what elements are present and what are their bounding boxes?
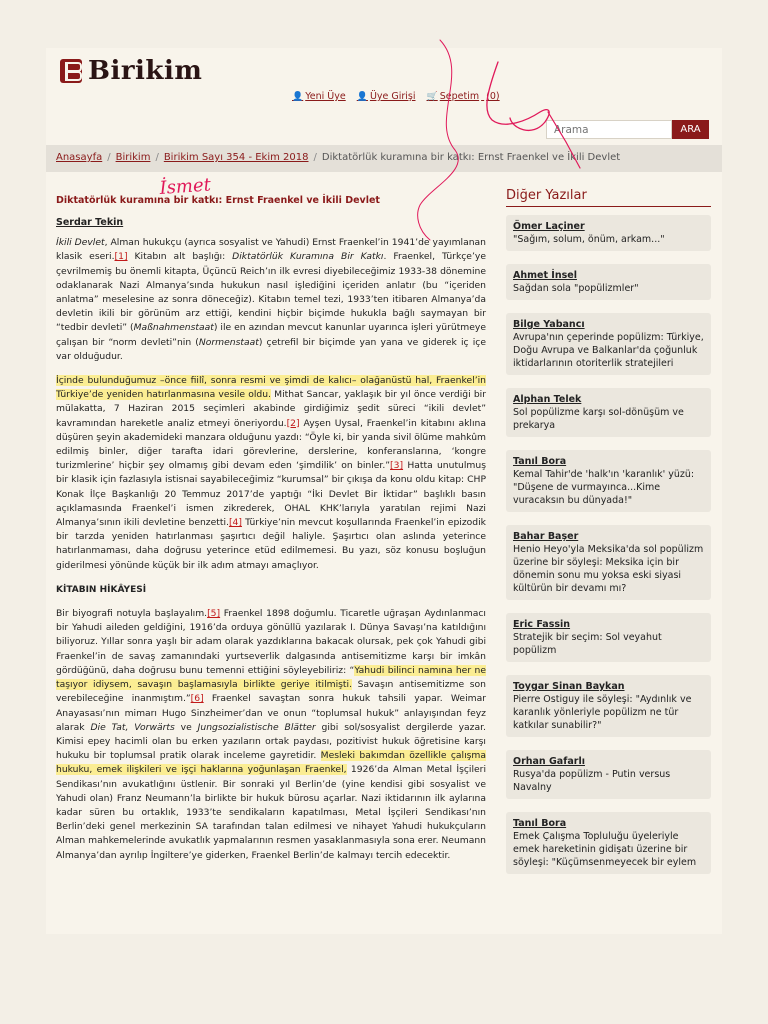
cart-count: (0) — [486, 91, 500, 102]
search-button[interactable]: ARA — [672, 120, 709, 139]
site-logo[interactable] — [60, 56, 202, 86]
article — [56, 194, 486, 873]
footnote-link[interactable]: [2] — [286, 417, 300, 429]
breadcrumb-issue[interactable]: Birikim Sayı 354 - Ekim 2018 — [163, 152, 309, 163]
card-author[interactable]: Eric Fassin — [513, 619, 571, 630]
footnote-link[interactable]: [4] — [228, 517, 242, 529]
page-content — [46, 48, 722, 934]
sidebar-article-card[interactable] — [506, 264, 711, 300]
card-author[interactable]: Orhan Gafarlı — [513, 756, 585, 767]
footnote-link[interactable]: [1] — [114, 251, 128, 263]
highlighted-text: İçinde bulunduğumuz –önce fiilî, sonra resmi ve şimdi de kalıcı– olağanüstü hal, Fraenkel’in Türkiye’de yeniden hatırlanmasına vesile oldu. — [56, 375, 486, 401]
article-title: Diktatörlük kuramına bir katkı: Ernst Fraenkel ve İkili Devlet — [56, 195, 380, 206]
login-link[interactable]: 👤 Üye Girişi — [356, 91, 416, 102]
card-author[interactable]: Tanıl Bora — [513, 818, 567, 829]
user-nav — [292, 91, 500, 102]
sidebar-article-card[interactable] — [506, 450, 711, 512]
card-title[interactable]: Stratejik bir seçim: Sol veyahut popülizm — [513, 632, 662, 656]
card-title[interactable]: Kemal Tahir'de 'halk'ın 'karanlık' yüzü: "Düşene de vurmayınca...Kime vuracaksın bu dünyada!" — [513, 469, 695, 506]
article-paragraph: İkili Devlet, Alman hukukçu (ayrıca sosyalist ve Yahudi) Ernst Fraenkel’in 1941’de yayımlanan klasik eseri.[1] Kitabın alt başlığı: Diktatörlük Kuramına Bir Katkı. Fraenkel, Türkçe’ye çevrilmemiş bu önemli kitapta, Üçüncü Reich’ın ilk evresi diyebileceğimiz 1933-38 dönemine odaklanarak Nazi Almanya’sında hukukun nasıl işlediğini içeriden anlatır (bu “içeriden anlatma” meselesine az sonra döneceğiz). Kitabın temel tezi, 1933’ten itibaren Almanya’da devletin ikili bir görünüm arz ettiği, kendini hiçbir biçimde hukukla bağlı saymayan bir “tedbir devleti” (Maßnahmenstaat) ile en azından mevcut kanunlar uyarınca işleri yürütmeye çalışan bir “norm devleti”nin (Normenstaat) çetrefil bir biçimde yan yana ve giderek iç içe var olduğudur. — [56, 237, 486, 362]
footnote-link[interactable]: [6] — [190, 693, 204, 705]
highlighted-text: Yahudi bilinci namına her ne taşıyor idiysem, savaşın başlamasıyla birlikte geriye itilmişti. — [56, 664, 486, 691]
sidebar-article-card[interactable] — [506, 313, 711, 375]
footnote-link[interactable]: [5] — [207, 608, 221, 620]
article-paragraph: Bir biyografi notuyla başlayalım.[5] Fraenkel 1898 doğumlu. Ticaretle uğraşan Aydınlanmacı bir Yahudi aileden geldiğini, 1916’da orduya gönüllü yazılarak I. Dünya Savaşı’na katıldığını biliyoruz. Yıllar sonra yaşlı bir adam olarak yazdıklarına bakacak olursak, pek çok Yahudi gibi Fraenkel’in de savaş zamanındaki yurtseverlik dalgasında antisemitizme karşı bir imkân gördüğünü, daha doğrusu bunu temenni ettiğini söyleyebiliriz: “Yahudi bilinci namına her ne taşıyor idiysem, savaşın başlamasıyla birlikte geriye itilmişti. Savaşın antisemitizme son verebileceğine inanmıştım.”[6] Fraenkel savaştan sonra hukuk tahsili yapar. Weimar Anayasası’nın mimarı Hugo Sinzheimer’dan ve onun “toplumsal hukuk” anlayışından feyz alarak Die Tat, Vorwärts ve Jungsozialistische Blätter gibi sol/sosyalist dergilerde yazar. Kimisi epey hacimli olan bu erken yazıların ortak paydası, pozitivist hukuk öğretisine karşı hukuku bir toplumsal pratik olarak inceleme gayretidir. Mesleki bakımdan özellikle çalışma hukuku, emek ilişkileri ve işçi haklarına yoğunlaşan Fraenkel, 1926’da Alman Metal İşçileri Sendikası’nın avukatlığını üstlenir. Bir sonraki yıl Berlin’de (yine kendisi gibi sosyalist ve Yahudi olan) Franz Neumann’la birlikte bir hukuk bürosu açarlar. Nazi iktidarının ilk aylarına kadar süren bu ortaklık, 1933’te sendikaların kapatılması, Metal İşçileri Sendikası’nın Berlin’deki genel merkezinin SA tarafından talan edilmesi ve nihayet Yahudi hukukçuların Alman mahkemelerinde avukatlık yapmalarının resmen yasaklanmasıyla sona erer. Neumann Almanya’dan ayrılıp İngiltere’ye giderken, Fraenkel Berlin’de kalmayı tercih edecektir. — [56, 608, 487, 861]
article-paragraph: İçinde bulunduğumuz –önce fiilî, sonra resmi ve şimdi de kalıcı– olağanüstü hal, Fraenkel’in Türkiye’de yeniden hatırlanmasına vesile oldu. Mithat Sancar, yaklaşık bir yıl önce verdiği bir mülakatta, 7 Haziran 2015 seçimleri akabinde girdiğimiz şedit süreci “ikili devlet” kavramından hareketle analiz etmeyi öneriyordu.[2] Ayşen Uysal, Fraenkel’in kitabını aklına düşüren şeyin akademideki manzara olduğunu yazdı: “Öyle ki, bir yanda sivil ölüme mahkûm edilmiş binler, diğer tarafta idari görevlerine, derslerine, konferanslarına, ‘kongre turizmlerine’ hiçbir şey olmamış gibi devam eden ‘şimdilik’ on binler.”[3] Hatta unutulmuş bir klasik için fazlasıyla istisnai sayabileceğimiz “kurumsal” bir çıkışa da konu oldu kitap: CHP Konak İlçe Başkanlığı 20 Temmuz 2017’de yaptığı “İki Devlet Bir İktidar” başlıklı basın açıklamasında Fraenkel’i ismen zikrederek, OHAL KHK’larıyla yaratılan rejimi Nazi Almanya’sının ikili devletine benzetti.[4] Türkiye’nin mevcut koşullarında Fraenkel’in epizodik bir tarzda yeniden hatırlanması şaşırtıcı değil haliyle. Şaşırtıcı olan aslında yeterince hatırlanmaması, daha doğrusu yeterince etüd edilmemesi. Bu yazı, söz konusu boşluğun giderilmesi yönünde küçük bir ilk adım atmayı amaçlıyor. — [56, 375, 486, 571]
sidebar-other-articles — [506, 188, 711, 887]
logo-mark-icon — [60, 59, 82, 83]
card-author[interactable]: Ömer Laçiner — [513, 221, 585, 232]
card-title[interactable]: Rusya'da popülizm - Putin versus Navalny — [513, 769, 671, 793]
card-author[interactable]: Toygar Sinan Baykan — [513, 681, 625, 692]
sidebar-article-card[interactable] — [506, 750, 711, 799]
article-author[interactable]: Serdar Tekin — [56, 217, 124, 228]
handwritten-annotation: İsmet — [158, 174, 212, 199]
card-author[interactable]: Tanıl Bora — [513, 456, 567, 467]
card-author[interactable]: Ahmet İnsel — [513, 270, 577, 281]
sidebar-article-card[interactable] — [506, 388, 711, 437]
section-heading: KİTABIN HİKÂYESİ — [56, 584, 147, 595]
card-author[interactable]: Bahar Başer — [513, 531, 579, 542]
register-link[interactable]: 👤 Yeni Üye — [292, 91, 346, 102]
card-title[interactable]: Sağdan sola "popülizmler" — [513, 283, 639, 294]
search-form — [546, 120, 709, 139]
card-title[interactable]: Sol popülizme karşı sol-dönüşüm ve prekarya — [513, 407, 684, 431]
card-author[interactable]: Bilge Yabancı — [513, 319, 585, 330]
breadcrumb-section[interactable]: Birikim — [115, 152, 151, 163]
highlighted-text: Mesleki bakımdan özellikle çalışma hukuku, emek ilişkileri ve işçi haklarına yoğunlaşan Fraenkel, — [56, 750, 486, 776]
search-input[interactable] — [546, 120, 672, 139]
breadcrumb-home[interactable]: Anasayfa — [56, 152, 103, 163]
card-title[interactable]: Pierre Ostiguy ile söyleşi: "Aydınlık ve karanlık yönleriyle popülizm ne tür katkılar sunabilir?" — [513, 694, 692, 731]
sidebar-article-card[interactable] — [506, 812, 711, 874]
sidebar-article-card[interactable] — [506, 613, 711, 662]
cart-icon: 🛒 — [426, 91, 438, 102]
card-author[interactable]: Alphan Telek — [513, 394, 582, 405]
sidebar-title: Diğer Yazılar — [506, 188, 711, 207]
cart-link[interactable]: 🛒 Sepetim (0) — [426, 91, 500, 102]
sidebar-article-card[interactable] — [506, 675, 711, 737]
user-login-icon: 👤 — [356, 91, 368, 102]
sidebar-article-card[interactable] — [506, 525, 711, 600]
site-name: Birikim — [88, 56, 203, 86]
card-title[interactable]: Emek Çalışma Topluluğu üyeleriyle emek hareketinin gidişatı üzerine bir söyleşi: "Küçümsenmeyecek bir eylem — [513, 831, 697, 868]
breadcrumb-current: Diktatörlük kuramına bir katkı: Ernst Fraenkel ve İkili Devlet — [321, 152, 621, 163]
sidebar-article-card[interactable] — [506, 215, 711, 251]
card-title[interactable]: Henio Heyo'yla Meksika'da sol popülizm üzerine bir söyleşi: Meksika için bir dönemin sonu mu yoksa eski siyasi kültürün bir devamı mı? — [513, 544, 704, 594]
user-plus-icon: 👤 — [292, 91, 304, 102]
footnote-link[interactable]: [3] — [390, 460, 404, 472]
breadcrumb: Anasayfa / Birikim / Birikim Sayı 354 - Ekim 2018 / Diktatörlük kuramına bir katkı: Ernst Fraenkel ve İkili Devlet — [46, 145, 722, 172]
card-title[interactable]: Avrupa'nın çeperinde popülizm: Türkiye, Doğu Avrupa ve Balkanlar'da çoğunluk iktidarlarının otoriterlik stratejileri — [513, 332, 704, 369]
card-title[interactable]: "Sağım, solum, önüm, arkam..." — [513, 234, 665, 245]
